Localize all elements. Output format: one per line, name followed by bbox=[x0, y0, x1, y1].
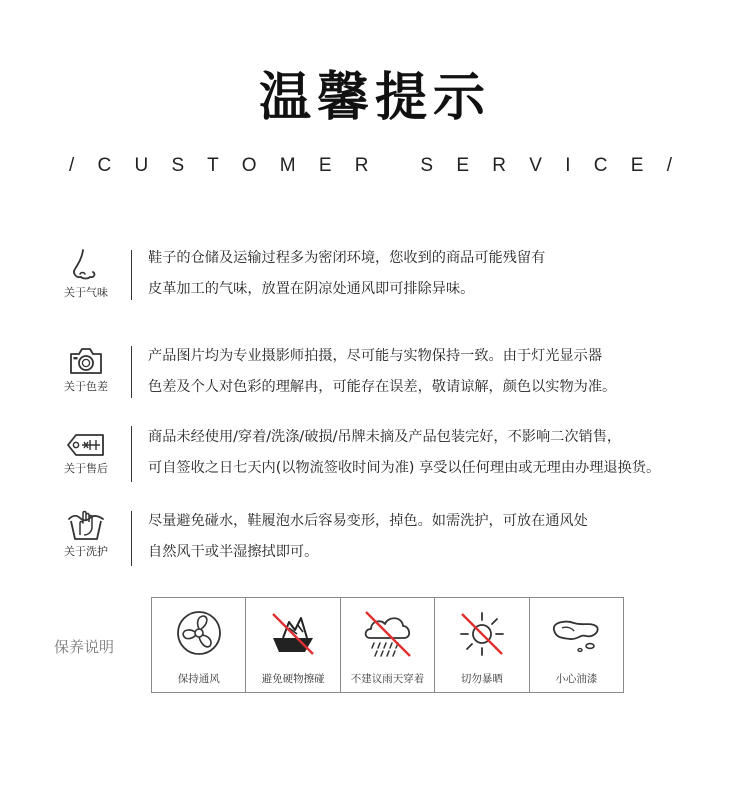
tag-icon bbox=[66, 432, 106, 458]
care-item-label: 避免硬物擦碰 bbox=[261, 673, 325, 685]
care-title: 保养说明 bbox=[54, 638, 115, 656]
care-item-label: 不建议雨天穿着 bbox=[350, 673, 425, 685]
fan-icon bbox=[174, 608, 224, 658]
tip-line: 皮革加工的气味，放置在阴凉处通风即可排除异味。 bbox=[148, 281, 475, 297]
care-item-oil-stain bbox=[530, 598, 623, 692]
no-rain-icon bbox=[360, 608, 416, 660]
tip-label: 关于洗护 bbox=[64, 545, 108, 558]
tip-line: 尽量避免碰水，鞋履泡水后容易变形，掉色。如需洗护，可放在通风处 bbox=[148, 513, 588, 529]
tip-line: 色差及个人对色彩的理解冉，可能存在误差，敬请谅解，颜色以实物为准。 bbox=[148, 379, 617, 395]
divider bbox=[131, 511, 132, 566]
tip-label: 关于气味 bbox=[64, 286, 108, 299]
tip-text bbox=[148, 422, 660, 484]
care-item-no-hard-object bbox=[246, 598, 340, 692]
care-table bbox=[151, 597, 624, 693]
tip-text bbox=[148, 243, 545, 305]
tip-line: 产品图片均为专业摄影师拍摄，尽可能与实物保持一致。由于灯光显示器 bbox=[148, 348, 603, 364]
no-sun-icon bbox=[456, 608, 508, 660]
tip-label: 关于色差 bbox=[64, 380, 108, 393]
care-item-ventilate bbox=[152, 598, 246, 692]
care-item-no-rain bbox=[341, 598, 435, 692]
care-item-no-sun bbox=[435, 598, 529, 692]
page-subtitle: / C U S T O M E R S E R V I C E / bbox=[68, 155, 682, 176]
divider bbox=[131, 426, 132, 482]
tip-text bbox=[148, 506, 588, 568]
page-title: 温馨提示 bbox=[258, 68, 491, 128]
no-hard-object-icon bbox=[267, 608, 319, 660]
tip-label: 关于售后 bbox=[64, 462, 108, 475]
care-item-label: 切勿暴晒 bbox=[460, 673, 503, 685]
divider bbox=[131, 346, 132, 398]
tip-line: 可自签收之日七天内(以物流签收时间为准) 享受以任何理由或无理由办理退换货。 bbox=[148, 460, 661, 476]
camera-icon bbox=[68, 346, 104, 376]
tip-text bbox=[148, 341, 616, 403]
oil-stain-icon bbox=[548, 608, 604, 660]
tip-line: 商品未经使用/穿着/洗涤/破损/吊牌未摘及产品包装完好，不影响二次销售， bbox=[148, 429, 622, 445]
tip-line: 鞋子的仓储及运输过程多为密闭环境，您收到的商品可能残留有 bbox=[148, 250, 546, 266]
care-item-label: 小心油漆 bbox=[555, 673, 598, 685]
divider bbox=[131, 250, 132, 300]
hand-wash-icon bbox=[67, 509, 105, 541]
care-item-label: 保持通风 bbox=[177, 673, 220, 685]
nose-icon bbox=[68, 248, 104, 282]
tip-line: 自然风干或半湿擦拭即可。 bbox=[148, 544, 319, 560]
